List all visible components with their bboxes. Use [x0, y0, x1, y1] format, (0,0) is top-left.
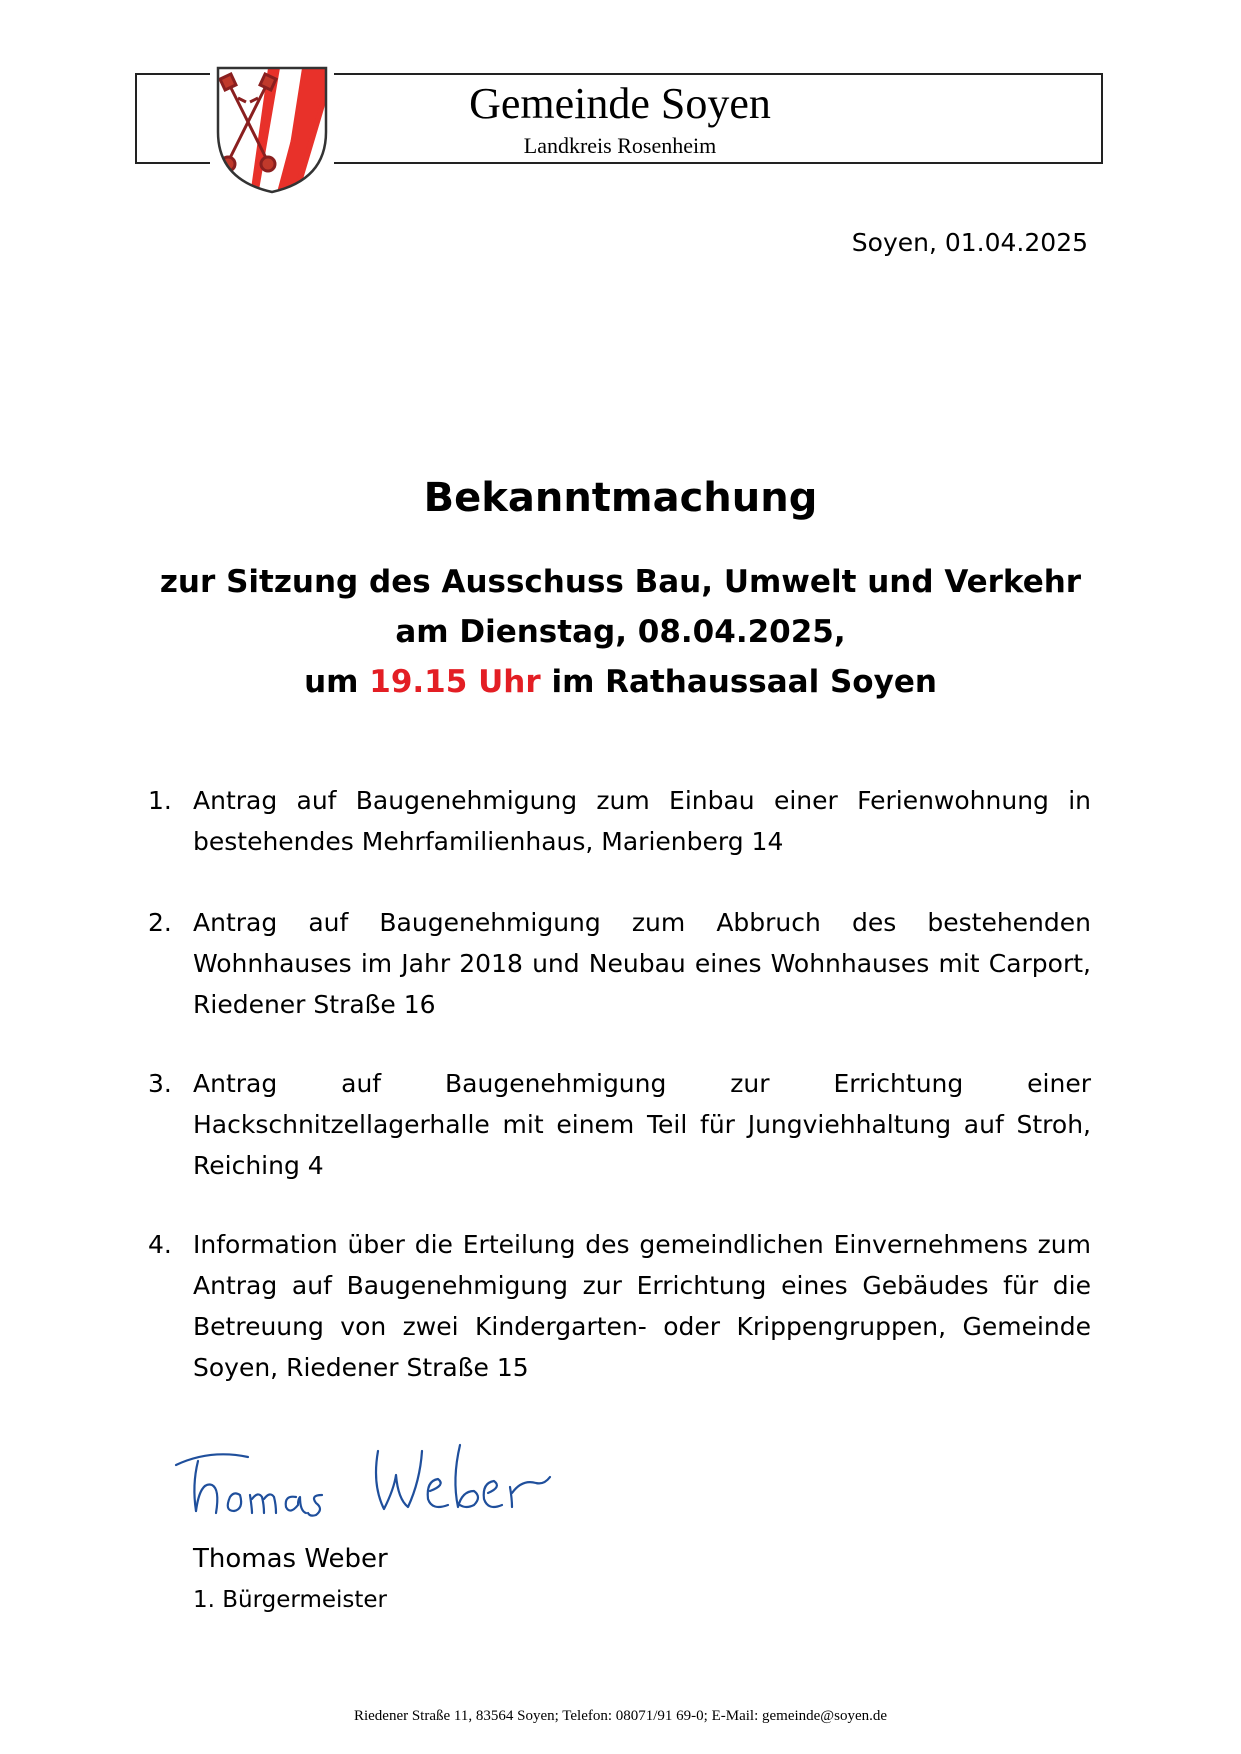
- agenda-item: [148, 1224, 1091, 1388]
- agenda-item: [148, 902, 1091, 1025]
- agenda-item: [148, 780, 1091, 862]
- agenda-item-text: Antrag auf Baugenehmigung zum Abbruch des bestehenden Wohnhauses im Jahr 2018 und Neubau eines Wohnhauses mit Carport, Riedener Straße 16: [193, 908, 1091, 1019]
- agenda-item-text: Antrag auf Baugenehmigung zur Errichtung einer Hackschnitzellagerhalle mit einem Teil für Jungviehhaltung auf Stroh, Reiching 4: [193, 1069, 1091, 1180]
- agenda-item-number: 4.: [148, 1230, 172, 1259]
- agenda-item-text: Information über die Erteilung des gemeindlichen Einvernehmens zum Antrag auf Baugenehmigung zur Errichtung eines Gebäudes für die Betreuung von zwei Kindergarten- oder Krippengruppen, Gemeinde Soyen, Riedener Straße 15: [193, 1230, 1091, 1382]
- district-name: Landkreis Rosenheim: [523, 133, 717, 158]
- subtitle-line-2: am Dienstag, 08.04.2025,: [395, 614, 846, 650]
- footer-contact: Riedener Straße 11, 83564 Soyen; Telefon: 08071/91 69-0; E-Mail: gemeinde@soyen.de: [353, 1708, 888, 1724]
- signer-name: Thomas Weber: [193, 1544, 388, 1574]
- signer-role: 1. Bürgermeister: [193, 1587, 388, 1613]
- subtitle-line-3: [0, 662, 1241, 702]
- document-date: Soyen, 01.04.2025: [851, 228, 1088, 257]
- agenda-item-number: 1.: [148, 786, 172, 815]
- agenda-item-number: 3.: [148, 1069, 172, 1098]
- subtitle-time-prefix: um: [304, 664, 359, 700]
- agenda-item-number: 2.: [148, 908, 172, 937]
- coat-of-arms-icon: [210, 62, 334, 196]
- agenda-item-text: Antrag auf Baugenehmigung zum Einbau einer Ferienwohnung in bestehendes Mehrfamilienhaus, Marienberg 14: [193, 786, 1091, 856]
- meeting-time: 19.15 Uhr: [369, 664, 541, 700]
- subtitle-location: im Rathaussaal Soyen: [551, 664, 937, 700]
- municipality-name: Gemeinde Soyen: [469, 79, 771, 128]
- handwritten-signature: [170, 1435, 560, 1525]
- agenda-item: [148, 1063, 1091, 1186]
- document-title: Bekanntmachung: [423, 475, 818, 521]
- subtitle-line-1: zur Sitzung des Ausschuss Bau, Umwelt und Verkehr: [159, 564, 1082, 600]
